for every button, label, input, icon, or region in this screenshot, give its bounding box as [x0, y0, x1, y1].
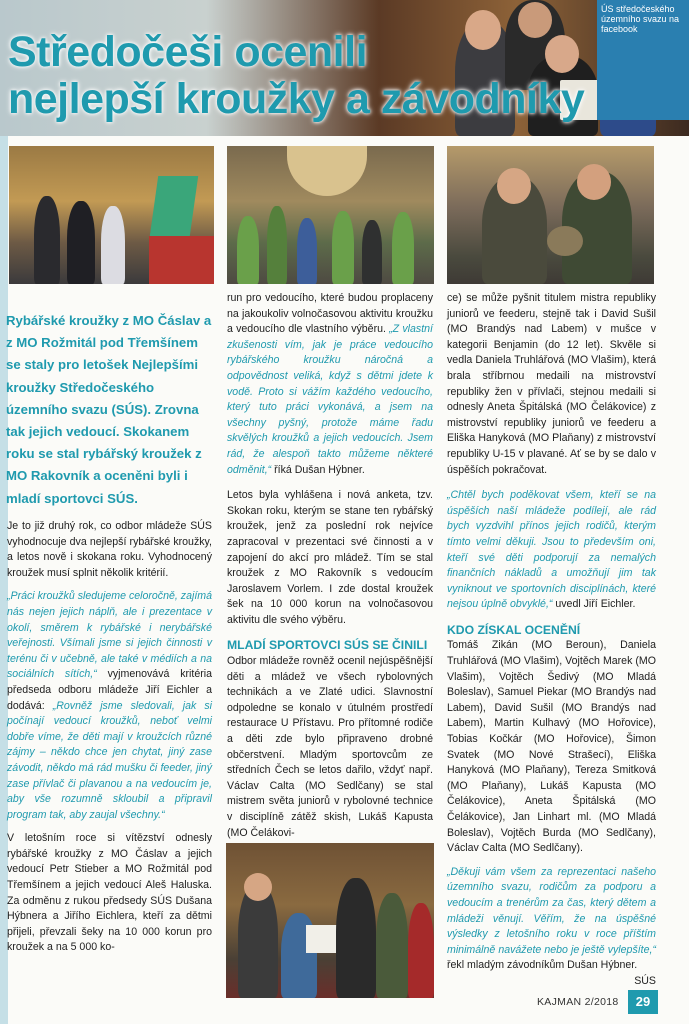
col3-quote-1: „Chtěl bych poděkovat všem, kteří se na úspěších naší mládeže podílejí, ale rád bych vyzdvihl přínos jejich rodičů, kterým tímto velmi děkuji. Jsou to především oni, kteří své děti podporují za nemalých finančních nákladů a umožňují jim tak vyniknout ve sportovních disciplínách, které nejsou úplně obvyklé,“ [447, 489, 656, 611]
col2-paragraph-2: říká Dušan Hýbner. [271, 463, 365, 476]
col2-paragraph-4: Odbor mládeže rovněž ocenil nejúspěšnější děti a mládež ve všech rybolovných technikách a ve Zlaté udici. Slavnostní odpoledne se konalo v útulném prostředí restaurace U Přístavu. Pro přítomné rodiče a děti zde bylo připraveno drobné občerstvení. Mladým sportovcům ze středních Čech se letos dařilo, vždyť např. Václav Calta (MO Sedlčany) se stal mistrem světa juniorů v rybolovné technice v disciplíně zátěž skish, Lukáš Kapusta (MO Čelákovi- [227, 655, 433, 839]
article-column-3 [447, 291, 656, 990]
title-line-1: Středočeši ocenili [8, 28, 368, 76]
col3-signature: SÚS [634, 974, 656, 987]
page-number: 29 [628, 990, 658, 1014]
col1-paragraph-2: vyjmenovává kritéria předseda odboru mládeže Jiří Eichler a dodává: [7, 668, 213, 712]
photo-trophy-handover [447, 146, 654, 284]
article-column-1 [7, 519, 212, 956]
article-title [8, 29, 584, 123]
col3-quote-2: „Děkuji vám všem za reprezentaci našeho územního svazu, rodičům za podporu a vedoucím a trenérům za čas, který dětem a mládeži věnují. Věřím, že na úspěšné výsledky z letošního roku v roce příštím minimálně navážete nebo je ještě vylepšíte,“ [447, 865, 656, 956]
col1-quote-1: „Práci kroužků sledujeme celoročně, zajímá nás nejen jejich náplň, ale i prezentace v okolí, směrem k rybářské i nerybářské veřejnosti. Všímali jsme si jejich činnosti v terénu či v učebně, ale také v médiích a na sociálních sítích,“ [7, 590, 212, 681]
col1-paragraph-1: Je to již druhý rok, co odbor mládeže SÚS vyhodnocuje dva nejlepší rybářské kroužky, a letos nově i skokana roku. Vyhodnocený kroužek musí splnit několik kritérií. [7, 520, 212, 579]
title-line-2: nejlepší kroužky a závodníky [8, 75, 585, 123]
col2-paragraph-3: Letos byla vyhlášena i nová anketa, tzv. Skokan roku, kterým se stane ten rybářský kroužek, jenž za poslední rok nejvíce zapracoval v prezentaci své činnosti a v zapojení do akcí pro mládež. Tím se stal kroužek z MO Rakovník s vedoucím Jaroslavem Vorlem. I zde dostal kroužek šek na 10 000 korun na volnočasovou aktivitu dle svého výběru. [227, 489, 433, 626]
photo-young-athletes [226, 843, 434, 998]
article-column-2 [227, 291, 433, 841]
photo-children-group [227, 146, 434, 284]
facebook-banner [597, 0, 689, 120]
photo-award-ceremony-1 [9, 146, 214, 284]
facebook-banner-text: ÚS středočeského územního svazu na facebook [601, 4, 680, 34]
col3-paragraph-4: řekl mladým závodníkům Dušan Hýbner. [447, 959, 638, 972]
col3-paragraph-3: Tomáš Zikán (MO Beroun), Daniela Truhlářová (MO Vlašim), Vojtěch Marek (MO Vlašim), Vojtěch Šedivý (MO Mladá Boleslav), Samuel Piekar (MO Brandýs nad Labem), David Sušil (MO Brandýs nad Labem), Martin Kulhavý (MO Hořovice), Tobias Kočkár (MO Hořovice), Šimon Svatek (MO Nové Strašecí), Eliška Hanyková (MO Plaňany), Tereza Smitková (MO Plaňany), Lukáš Kapusta (MO Čelákovice), Aneta Špitálská (MO Čelákovice), Jan Linhart ml. (MO Mladá Boleslav), Vojtěch Burda (MO Sedlčany), Václav Calta (MO Sedlčany). [447, 639, 656, 855]
col1-quote-2: „Rovněž jsme sledovali, jak si počínají vedoucí kroužků, neboť velmi dobře víme, že děti mají v kroužcích různé zájmy – někdo chce jen chytat, jiný zase závodit, někdo má rád mušku či feeder, jiný zase přívlač či plavanou a na vedoucím je, aby vše rozumně skloubil a připravil program tak, aby zaujal všechny.“ [7, 699, 212, 821]
col3-heading: KDO ZÍSKAL OCENĚNÍ [447, 622, 581, 637]
article-lead: Rybářské kroužky z MO Čáslav a z MO Rožmitál pod Třemšínem se staly pro letošek Nejlepšími kroužky Středočeského územního svazu (SÚS). Zrovna tak jejich vedoucí. Skokanem roku se stal rybářský kroužek z MO Rakovník a oceněni byli i mladí sportovci SÚS. [6, 313, 212, 506]
col2-heading: MLADÍ SPORTOVCI SÚS SE ČINILI [227, 638, 428, 653]
col3-paragraph-2: uvedl Jiří Eichler. [552, 598, 636, 611]
col3-paragraph-1: ce) se může pyšnit titulem mistra republiky juniorů ve feederu, stejně tak i David Sušil (MO Brandýs nad Labem) v mušce v kategorii Benjamin (do 12 let). Skvěle si vedla Daniela Truhlářová (MO Vlašim), která brala stříbrnou medaili na mistrovství republiky žen v přívlači, stejnou medaili si odnesly Aneta Špitálská (MO Čelákovice) z mistrovství republiky juniorů ve feederu a Eliška Hanyková (MO Plaňany) z mistrovství republiky U-15 v plavané. Ať se by se dalo v úspěších pokračovat. [447, 292, 656, 476]
magazine-name: KAJMAN 2/2018 [537, 996, 619, 1008]
col2-paragraph-1: run pro vedoucího, které budou proplaceny na jakoukoliv volnočasovou aktivitu kroužku a vedoucího dle vlastního výběru. [227, 292, 433, 336]
col2-quote-1: „Z vlastní zkušenosti vím, jak je práce vedoucího rybářského kroužku náročná a odpovědnost veliká, když s dětmi jdete k vodě. Proto si vážím každého vedoucího, který tuto práci vykonává, a jsem na všechny pyšný, protože máme řadu skvělých kroužků a jejich vedoucích. Jsem rád, že alespoň takto můžeme některé odměnit,“ [227, 323, 433, 476]
col1-paragraph-3: V letošním roce si vítězství odnesly rybářské kroužky z MO Čáslav a jejich vedoucí Petr Stieber a MO Rožmitál pod Třemšínem a jejich vedoucí Aleš Haluska. Za odměnu z rukou předsedy SÚS Dušana Hýbnera a Jiřího Eichlera, kteří za dětmi přijeli, převzali šeky na 10 000 korun pro kroužek a na 5 000 ko- [7, 832, 212, 954]
